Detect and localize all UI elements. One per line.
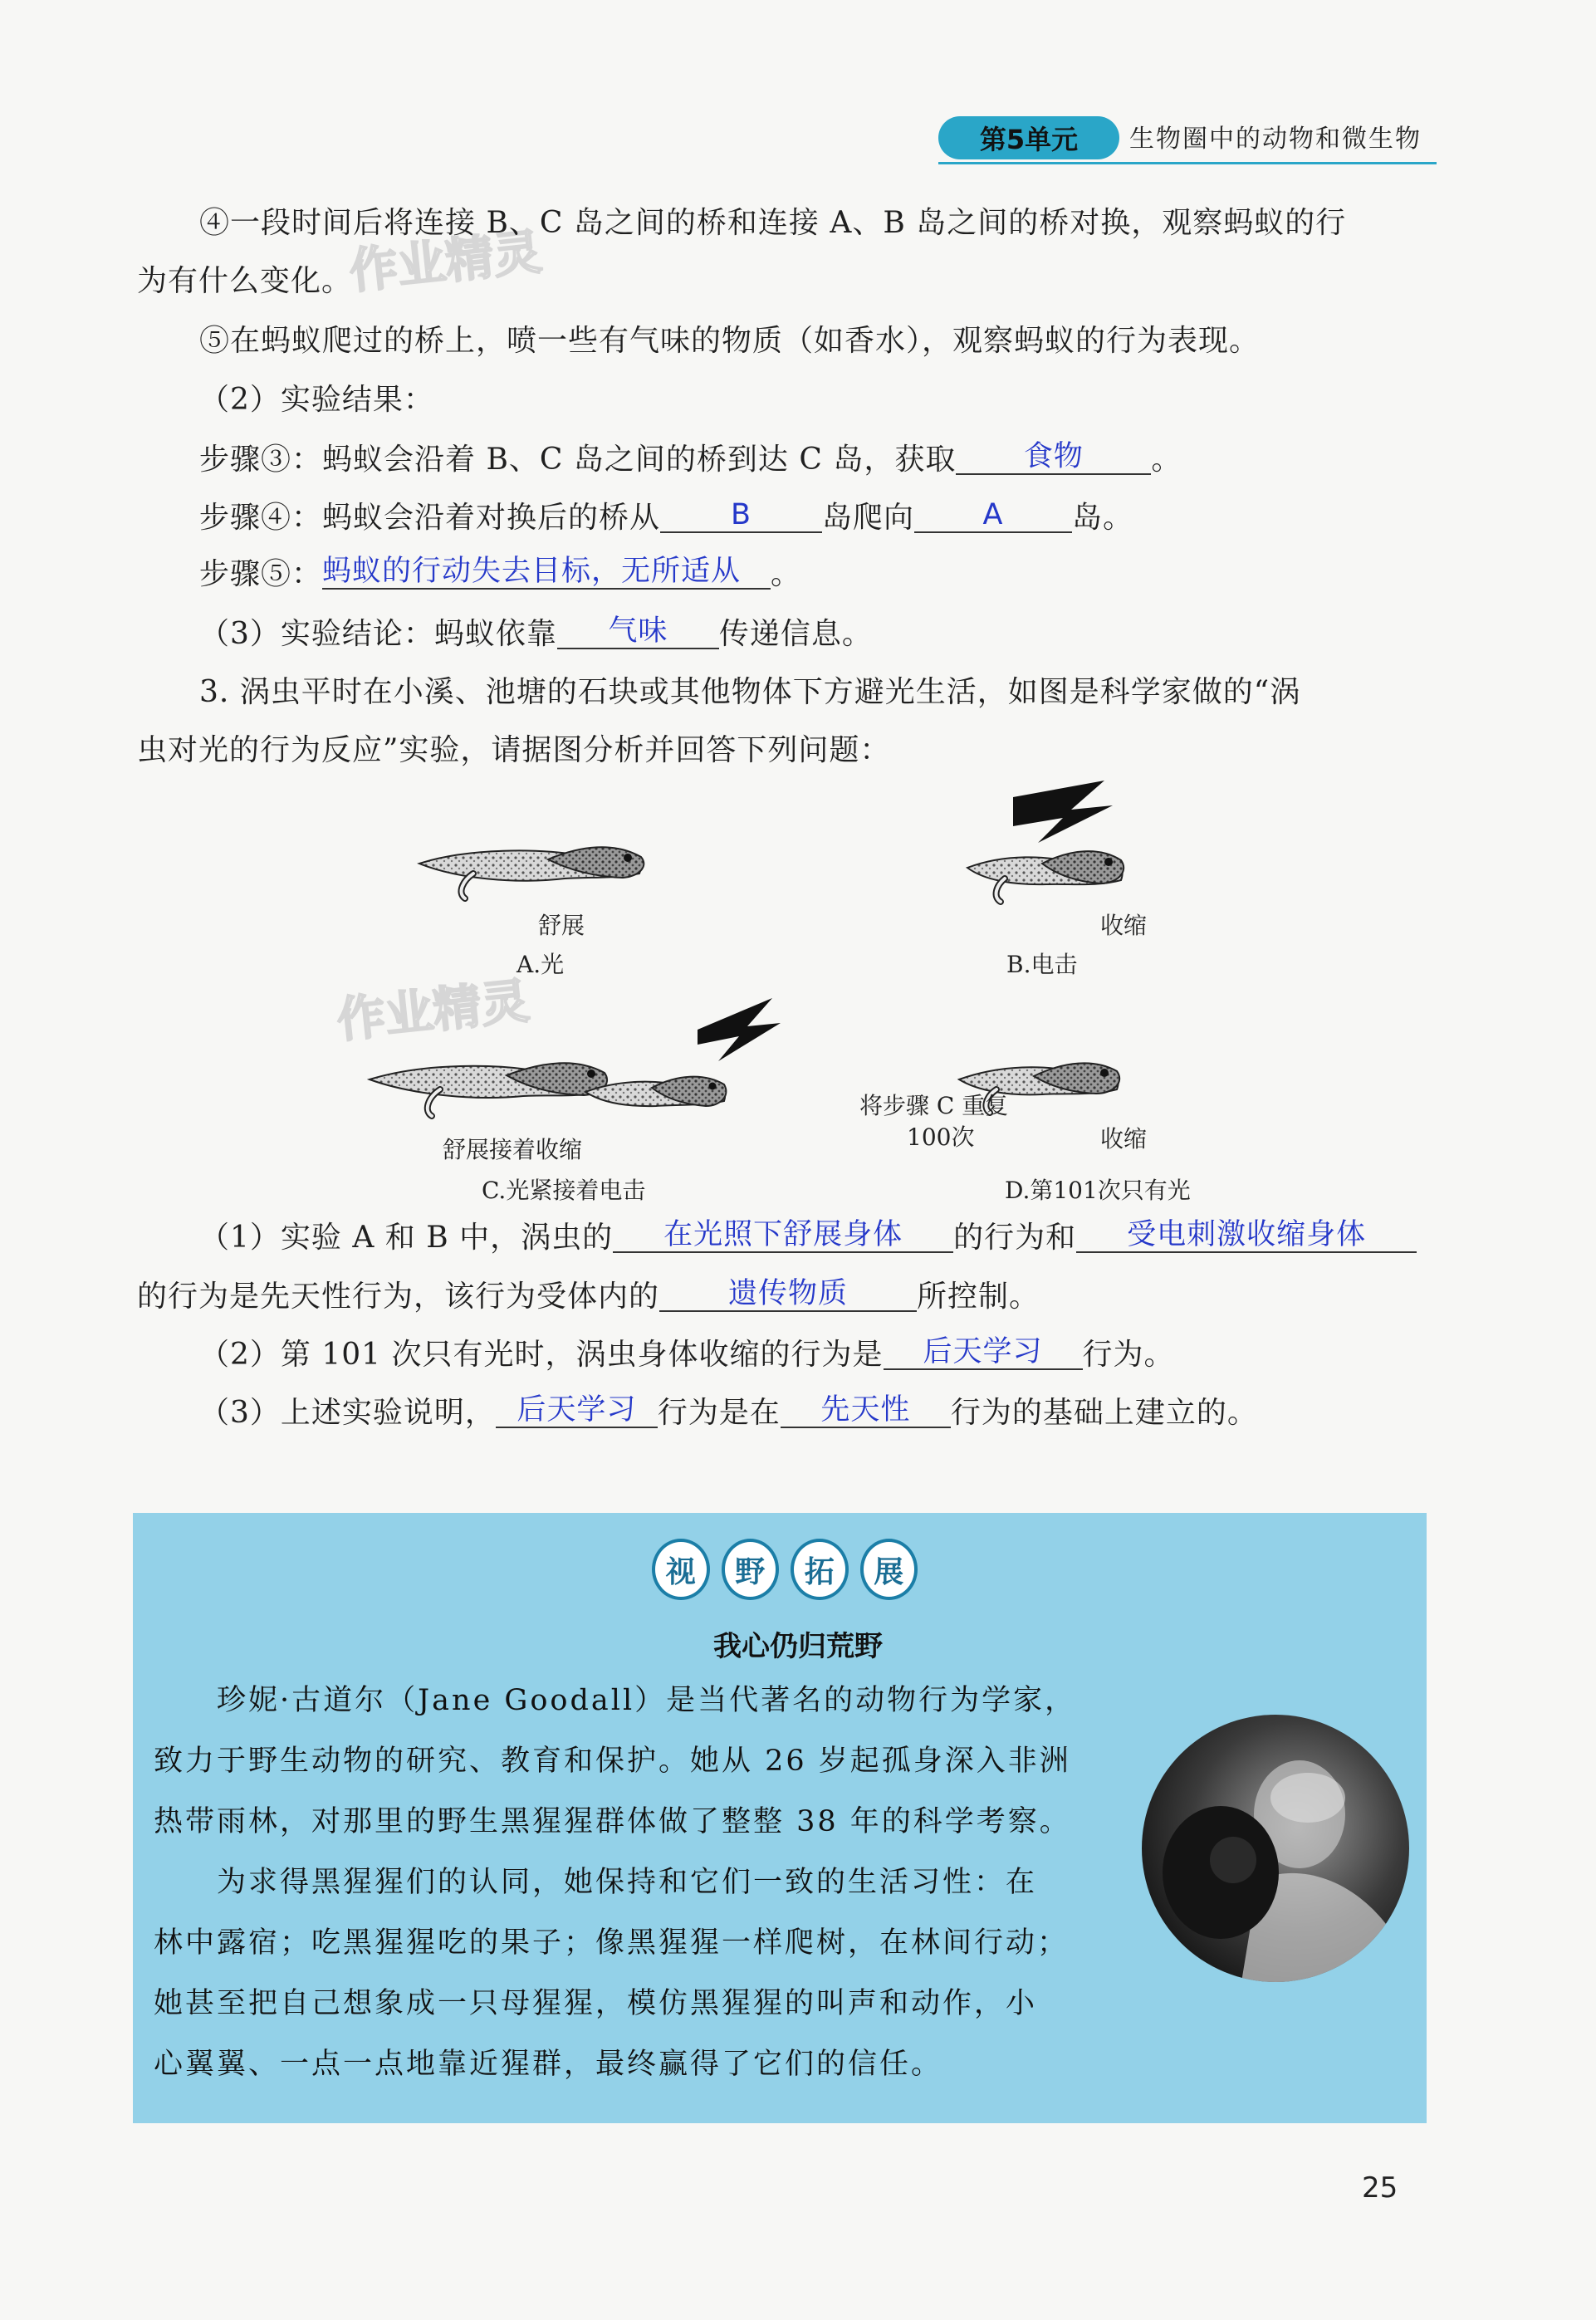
result-step5-text: 步骤⑤：	[199, 557, 323, 591]
reading-subtitle: 我心仍归荒野	[713, 1630, 883, 1663]
reading-line: 致力于野生动物的研究、教育和保护。她从 26 岁起孤身深入非洲	[154, 1745, 1071, 1778]
step-4-line1: ④一段时间后将连接 B、C 岛之间的桥和连接 A、B 岛之间的桥对换，观察蚂蚁的行	[199, 206, 1347, 240]
reading-box-title	[652, 1536, 918, 1603]
answer-3	[199, 1393, 1258, 1433]
result-step4-end: 岛。	[1072, 501, 1134, 535]
step-4-line2: 为有什么变化。	[137, 264, 353, 298]
caption-d: D.第101次只有光	[1005, 1177, 1191, 1204]
lightning-icon	[1013, 781, 1113, 843]
answer-1-mid: 的行为和	[953, 1221, 1077, 1255]
result-step4-text: 步骤④：蚂蚁会沿着对换后的桥从	[199, 501, 661, 535]
result-step3	[199, 440, 1182, 480]
answer-blank[interactable]: 后天学习	[496, 1393, 658, 1428]
answer-2-text: （2）第 101 次只有光时，涡虫身体收缩的行为是	[199, 1338, 884, 1372]
portrait-photo	[1142, 1715, 1409, 1982]
reading-line: 心翼翼、一点一点地靠近猩群，最终赢得了它们的信任。	[154, 2048, 943, 2081]
title-char: 视	[652, 1539, 710, 1600]
worm-b-contracted	[967, 851, 1124, 902]
result-step5	[199, 555, 801, 595]
reading-line: 林中露宿；吃黑猩猩吃的果子；像黑猩猩一样爬树，在林间行动；	[154, 1926, 1070, 1960]
answer-blank[interactable]: 遗传物质	[659, 1277, 917, 1312]
answer-1-text: （1）实验 A 和 B 中，涡虫的	[199, 1221, 614, 1255]
unit-title: 生物圈中的动物和微生物	[1129, 125, 1422, 154]
label-a-state: 舒展	[538, 912, 585, 939]
label-d-repeat: 将步骤 C 重复	[859, 1092, 1009, 1119]
conclusion	[199, 614, 873, 654]
reading-line: 珍妮·古道尔（Jane Goodall）是当代著名的动物行为学家，	[154, 1684, 1077, 1717]
answer-blank[interactable]: 食物	[956, 440, 1151, 475]
portrait-illustration	[1142, 1715, 1409, 1982]
question-3-line2: 虫对光的行为反应”实验，请据图分析并回答下列问题：	[137, 733, 891, 767]
watermark: 作业精灵	[334, 972, 532, 1049]
watermark: 作业精灵	[346, 223, 545, 300]
answer-1-line2-text: 的行为是先天性行为，该行为受体内的	[137, 1280, 660, 1314]
question-3-line1: 3. 涡虫平时在小溪、池塘的石块或其他物体下方避光生活，如图是科学家做的“涡	[199, 675, 1301, 709]
result-step5-end: 。	[771, 557, 802, 591]
label-d-count: 100次	[907, 1123, 975, 1151]
answer-blank[interactable]: A	[914, 498, 1072, 533]
result-step4	[199, 498, 1133, 538]
answer-2-end: 行为。	[1082, 1338, 1175, 1372]
reading-line: 她甚至把自己想象成一只母猩猩，模仿黑猩猩的叫声和动作，小	[154, 1987, 1038, 2020]
answer-1-line2	[137, 1277, 1040, 1317]
caption-a: A.光	[516, 951, 565, 978]
result-step3-end: 。	[1151, 443, 1182, 477]
answer-2	[199, 1335, 1175, 1375]
title-char: 野	[722, 1539, 780, 1600]
answer-blank[interactable]: 蚂蚁的行动失去目标，无所适从	[322, 555, 771, 590]
page-number: 25	[1362, 2171, 1398, 2205]
answer-blank[interactable]: 后天学习	[884, 1335, 1083, 1370]
step-5: ⑤在蚂蚁爬过的桥上，喷一些有气味的物质（如香水），观察蚂蚁的行为表现。	[199, 324, 1261, 358]
title-char: 展	[860, 1539, 918, 1600]
answer-blank[interactable]: 气味	[557, 614, 719, 649]
label-c-state: 舒展接着收缩	[443, 1136, 583, 1163]
conclusion-text: （3）实验结论：蚂蚁依靠	[199, 617, 557, 651]
answer-blank[interactable]: 在光照下舒展身体	[613, 1218, 953, 1253]
results-heading: （2）实验结果：	[199, 383, 434, 417]
answer-1-line1	[199, 1218, 1417, 1258]
answer-3-text: （3）上述实验说明，	[199, 1396, 496, 1430]
label-d-state: 收缩	[1100, 1125, 1148, 1153]
worm-c-extended	[370, 1063, 607, 1116]
answer-3-end: 行为的基础上建立的。	[950, 1396, 1258, 1430]
result-step3-text: 步骤③：蚂蚁会沿着 B、C 岛之间的桥到达 C 岛，获取	[199, 443, 957, 477]
title-char: 拓	[791, 1539, 849, 1600]
caption-c: C.光紧接着电击	[482, 1177, 646, 1204]
reading-line: 热带雨林，对那里的野生黑猩猩群体做了整整 38 年的科学考察。	[154, 1805, 1071, 1838]
answer-blank[interactable]: B	[660, 498, 822, 533]
worm-a-extended	[419, 847, 644, 898]
answer-blank[interactable]: 先天性	[781, 1393, 951, 1428]
lightning-icon	[698, 998, 781, 1061]
result-step4-mid: 岛爬向	[822, 501, 915, 535]
unit-badge: 第5单元	[938, 116, 1119, 159]
reading-line: 为求得黑猩猩们的认同，她保持和它们一致的生活习性：在	[154, 1866, 1038, 1899]
answer-3-mid: 行为是在	[657, 1396, 781, 1430]
header-rule	[938, 162, 1437, 164]
answer-blank[interactable]: 受电刺激收缩身体	[1076, 1218, 1417, 1253]
label-b-state: 收缩	[1100, 912, 1148, 939]
answer-1-line2-end: 所控制。	[917, 1280, 1040, 1314]
conclusion-end: 传递信息。	[718, 617, 873, 651]
caption-b: B.电击	[1006, 951, 1078, 978]
